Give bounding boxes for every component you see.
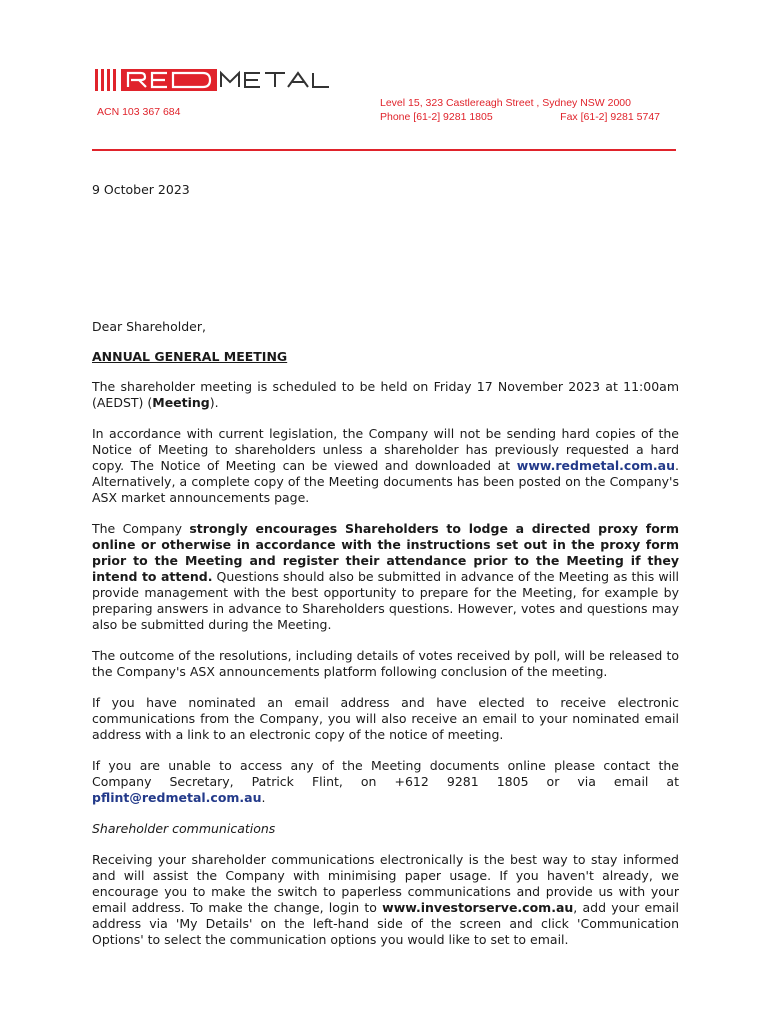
paragraph-email: If you have nominated an email address and have elected to receive electronic communications from the Company, you will also receive an email to your nominated email address with a link to an electronic copy of the notice of meeting. (92, 695, 679, 742)
company-address (380, 96, 670, 124)
contact-row (380, 110, 670, 124)
p3-text-end: Questions should also be submitted in advance of the Meeting as this will provide management with the best opportunity to prepare for the Meeting, for example by preparing answers in advance to Shareholders questions. However, votes and questions may also be submitted during the Meeting. (92, 569, 679, 632)
investorserve-link[interactable]: www.investorserve.com.au (382, 900, 574, 915)
p1-bold: Meeting (152, 395, 210, 410)
redmetal-website-link[interactable]: www.redmetal.com.au (516, 458, 676, 473)
phone-number: Phone [61-2] 9281 1805 (380, 111, 493, 123)
p6-end: . (261, 790, 266, 805)
paragraph-proxy (92, 521, 679, 633)
p7-text: Receiving your shareholder communications electronically is the best way to stay informed and will assist the Company with minimising paper usage. If you haven't already, we encourage you to make the switch to paperless communications and provide us with your email address. To make the change, login to (92, 852, 679, 915)
fax-number: Fax [61-2] 9281 5747 (560, 111, 660, 123)
address-line: Level 15, 323 Castlereagh Street , Sydney NSW 2000 (380, 97, 631, 109)
p3-text: The Company (92, 521, 190, 536)
p1-text: The shareholder meeting is scheduled to be held on Friday 17 November 2023 at 11:00am (AEDST) ( (92, 379, 679, 410)
p2-text-end: . Alternatively, a complete copy of the Meeting documents has been posted on the Company's ASX market announcements page. (92, 458, 679, 505)
paragraph-meeting-date (92, 379, 679, 411)
header-divider (92, 149, 676, 151)
p3-bold: strongly encourages Shareholders to lodge a directed proxy form online or otherwise in accordance with the instructions set out in the proxy form prior to the Meeting and register their attendance prior to the Meeting if they intend to attend. (92, 521, 679, 584)
p2-text: In accordance with current legislation, the Company will not be sending hard copies of the Notice of Meeting to shareholders unless a shareholder has previously requested a hard copy. The Notice of Meeting can be viewed and downloaded at (92, 426, 679, 473)
subheading-communications: Shareholder communications (92, 821, 276, 836)
secretary-email-link[interactable]: pflint@redmetal.com.au (92, 790, 262, 805)
paragraph-contact (92, 758, 679, 806)
letter-body (92, 319, 679, 963)
acn-number: ACN 103 367 684 (97, 106, 181, 118)
salutation: Dear Shareholder, (92, 319, 206, 334)
paragraph-legislation (92, 426, 679, 506)
redmetal-logo (95, 67, 335, 95)
letter-date: 9 October 2023 (92, 182, 190, 197)
paragraph-outcome: The outcome of the resolutions, including details of votes received by poll, will be released to the Company's ASX announcements platform following conclusion of the meeting. (92, 648, 679, 679)
p1-end: ). (209, 395, 219, 410)
p7-text-end: , add your email address via 'My Details' on the left-hand side of the screen and click 'Communication Options' to select the communication options you would like to set to email. (92, 900, 679, 947)
p6-text: If you are unable to access any of the Meeting documents online please contact the Company Secretary, Patrick Flint, on +612 9281 1805 or via email at (92, 758, 679, 789)
paragraph-communications (92, 852, 679, 948)
letter-heading: ANNUAL GENERAL MEETING (92, 349, 288, 364)
